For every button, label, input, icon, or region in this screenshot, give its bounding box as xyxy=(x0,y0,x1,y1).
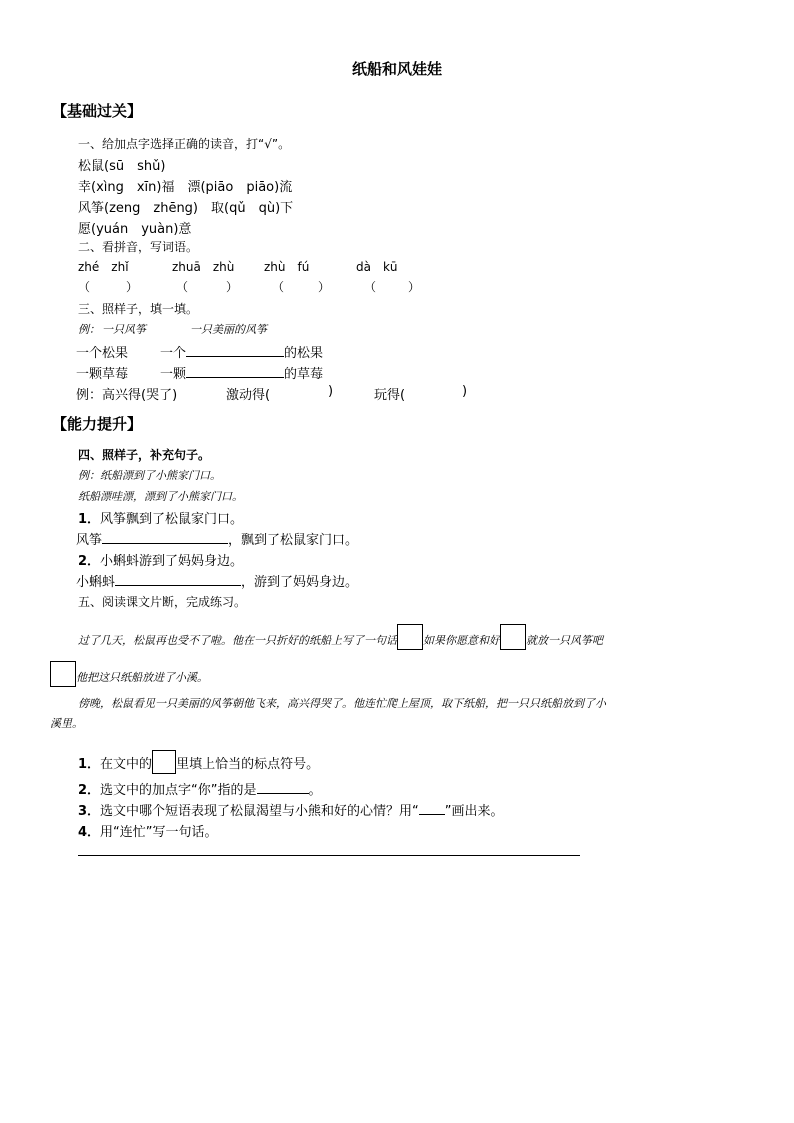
q2-pinyin-2: zhuā zhù xyxy=(172,260,235,274)
q3-row2-a: 一颗草莓 xyxy=(76,367,129,382)
q4-s1-blank[interactable] xyxy=(102,530,228,544)
q3-row2-blank[interactable] xyxy=(186,364,284,378)
q2-pinyin-4: dà kū xyxy=(356,260,398,274)
q2-answer-2-open: （ xyxy=(176,280,189,294)
punctuation-box-1[interactable] xyxy=(397,624,423,650)
passage-p2b: 溪里。 xyxy=(50,717,83,730)
passage-p1b: 如果你愿意和好 xyxy=(423,634,500,647)
passage-p2a: 傍晚，松鼠看见一只美丽的风筝朝他飞来，高兴得哭了。他连忙爬上屋顶，取下纸船，把一只只纸船放到了小 xyxy=(78,697,606,710)
punctuation-box-2[interactable] xyxy=(500,624,526,650)
q5-a4-number: 4． xyxy=(78,825,101,840)
q2-answer-3-open: （ xyxy=(272,280,285,294)
q1-line-4: 愿(yuán yuàn)意 xyxy=(78,222,192,237)
q3-row2 xyxy=(160,363,323,382)
q4-s2-text: 小蝌蚪游到了妈妈身边。 xyxy=(100,554,244,569)
q2-answer-4-open: （ xyxy=(364,280,377,294)
q3-blank2b-close: ) xyxy=(462,384,468,399)
q2-answer-4-close: ） xyxy=(408,280,421,294)
q3-blank2b-open: 玩得( xyxy=(374,388,406,403)
q1-prompt: 一、给加点字选择正确的读音，打“√”。 xyxy=(78,137,291,151)
q1-line-2: 幸(xìng xīn)福 漂(piāo piāo)流 xyxy=(78,180,293,195)
page-title: 纸船和风娃娃 xyxy=(351,60,442,78)
q5-a1-box xyxy=(152,750,176,774)
q5-a3-underline-sample xyxy=(419,801,445,815)
q4-s1-fill-a: 风筝 xyxy=(76,533,103,548)
q2-pinyin-1: zhé zhǐ xyxy=(78,260,129,274)
q5-a1b: 里填上恰当的标点符号。 xyxy=(176,757,320,772)
q5-a4-text: 用“连忙”写一句话。 xyxy=(100,825,218,840)
q3-prompt: 三、照样子，填一填。 xyxy=(78,302,199,316)
q3-example-a: 一只风筝 xyxy=(102,323,146,336)
q1-line-3: 风筝(zeng zhēng) 取(qǔ qù)下 xyxy=(78,201,294,216)
punctuation-box-3[interactable] xyxy=(50,661,76,687)
passage-line-1 xyxy=(78,624,603,653)
q5-item-2 xyxy=(78,779,322,798)
q2-answer-1-open: （ xyxy=(78,280,91,294)
q1-line-1: 松鼠(sū shǔ) xyxy=(78,159,166,174)
q3-row1-b: 一个 xyxy=(160,346,187,361)
q5-a3-number: 3． xyxy=(78,804,101,819)
q5-prompt: 五、阅读课文片断，完成练习。 xyxy=(78,595,247,609)
q3-blank2a-open: 激动得( xyxy=(226,388,271,403)
q4-sentence-2 xyxy=(78,550,243,569)
q3-row1-c: 的松果 xyxy=(284,346,324,361)
q5-item-3 xyxy=(78,800,504,819)
q4-s1-text: 风筝飘到了松鼠家门口。 xyxy=(100,512,244,527)
q2-pinyin-3: zhù fú xyxy=(264,260,310,274)
q5-item-4 xyxy=(78,821,218,840)
q4-s1-number: 1． xyxy=(78,512,101,527)
q3-example-b: 一只美丽的风筝 xyxy=(190,323,267,336)
q4-fill-2 xyxy=(76,571,358,590)
section-advanced-heading: 【能力提升】 xyxy=(52,415,143,433)
passage-p1c: 就放一只风筝吧 xyxy=(526,634,603,647)
q3-row1-a: 一个松果 xyxy=(76,346,129,361)
section-basic-heading: 【基础过关】 xyxy=(52,102,143,120)
passage-p1d: 他把这只纸船放进了小溪。 xyxy=(76,671,208,684)
q5-a1-number: 1． xyxy=(78,757,101,772)
q5-a2-blank[interactable] xyxy=(257,780,309,794)
q3-row2-b: 一颗 xyxy=(160,367,187,382)
q2-answer-2-close: ） xyxy=(226,280,239,294)
q2-prompt: 二、看拼音，写词语。 xyxy=(78,240,199,254)
q5-a2a: 选文中的加点字“你”指的是 xyxy=(100,783,257,798)
answer-line[interactable] xyxy=(78,855,580,856)
q4-s2-number: 2． xyxy=(78,554,101,569)
q2-answer-1-close: ） xyxy=(126,280,139,294)
q3-row1-blank[interactable] xyxy=(186,343,284,357)
q4-prompt: 四、照样子，补充句子。 xyxy=(78,448,211,462)
q4-s1-fill-b: ，飘到了松鼠家门口。 xyxy=(228,533,359,548)
passage-line-2 xyxy=(50,661,208,690)
q5-item-1 xyxy=(78,750,319,774)
q4-s2-fill-b: ，游到了妈妈身边。 xyxy=(241,575,359,590)
q5-a2b: 。 xyxy=(308,783,322,798)
q3-blank2a-close: ) xyxy=(328,384,334,399)
q5-a3a: 选文中哪个短语表现了松鼠渴望与小熊和好的心情？用“ xyxy=(100,804,419,819)
q3-example2: 例：高兴得(哭了) xyxy=(76,388,178,403)
q5-a3b: ”画出来。 xyxy=(444,804,504,819)
q5-a2-number: 2． xyxy=(78,783,101,798)
passage-p1a: 过了几天，松鼠再也受不了啦。他在一只折好的纸船上写了一句话 xyxy=(78,634,397,647)
q4-sentence-1 xyxy=(78,508,243,527)
q4-fill-1 xyxy=(76,529,358,548)
q4-example-1: 例：纸船漂到了小熊家门口。 xyxy=(78,469,221,482)
q5-a1a: 在文中的 xyxy=(100,757,153,772)
q3-row1 xyxy=(160,342,323,361)
q3-example-label: 例： xyxy=(78,323,100,336)
q2-answer-3-close: ） xyxy=(318,280,331,294)
q3-row2-c: 的草莓 xyxy=(284,367,324,382)
q4-s2-fill-a: 小蝌蚪 xyxy=(76,575,116,590)
q4-s2-blank[interactable] xyxy=(115,572,241,586)
q4-example-2: 纸船漂哇漂，漂到了小熊家门口。 xyxy=(78,490,243,503)
